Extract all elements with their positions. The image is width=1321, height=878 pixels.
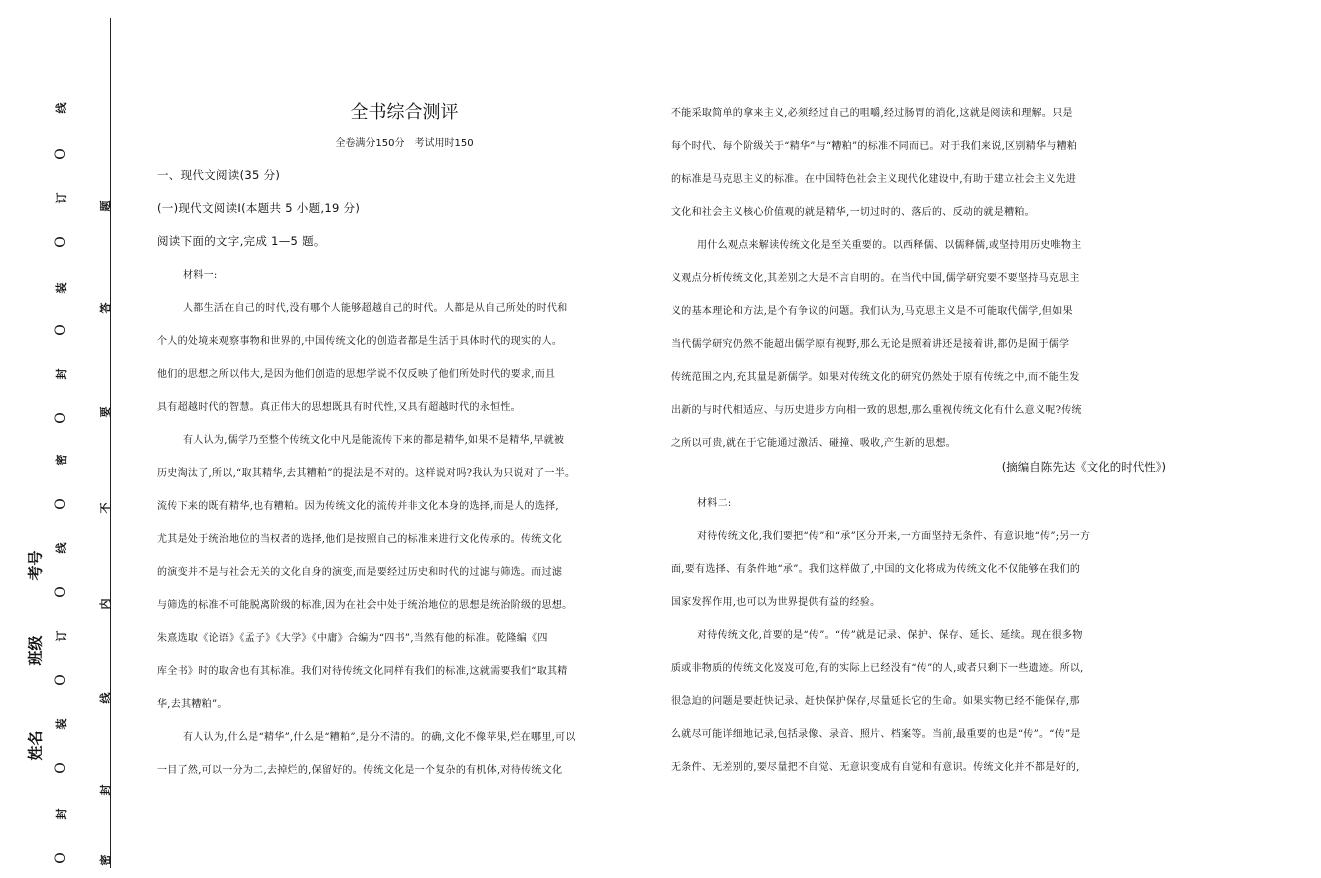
seal-mark: 线 xyxy=(55,102,68,114)
seal-mark: O xyxy=(53,674,69,686)
exam-field-label: 班级 xyxy=(26,635,45,666)
text-line: 无条件、无差别的,要尽量把不自觉、无意识变成有自觉和有意识。传统文化并不都是好的, xyxy=(671,762,1080,773)
text-line: 出新的与时代相适应、与历史进步方向相一致的思想,那么重视传统文化有什么意义呢?传统 xyxy=(671,405,1082,416)
seal-mark: 装 xyxy=(55,282,68,294)
text-line: 对待传统文化,首要的是“传”。“传”就是记录、保护、保存、延长、延续。现在很多物 xyxy=(697,630,1083,641)
text-line: (一)现代文阅读Ⅰ(本题共 5 小题,19 分) xyxy=(157,201,361,215)
text-line: 质或非物质的传统文化岌岌可危,有的实际上已经没有“传”的人,或者只剩下一些遗迹。所以, xyxy=(671,663,1084,674)
inner-seal-mark: 线 xyxy=(99,692,112,704)
source-attribution: (摘编自陈先达《文化的时代性》) xyxy=(1001,460,1166,474)
text-line: 之所以可贵,就在于它能通过激活、碰撞、吸收,产生新的思想。 xyxy=(671,438,957,449)
text-line: 面,要有选择、有条件地“承”。我们这样做了,中国的文化将成为传统文化不仅能够在我们的 xyxy=(671,564,1081,575)
text-line: 每个时代、每个阶级关于“精华”与“糟粕”的标准不同而已。对于我们来说,区别精华与糟粕 xyxy=(671,141,1078,152)
text-line: 有人认为,什么是“精华”,什么是“糟粕”,是分不清的。的确,文化不像苹果,烂在哪里,可以 xyxy=(183,732,576,743)
seal-mark: 密 xyxy=(55,454,68,466)
inner-seal-mark: 封 xyxy=(99,784,112,796)
text-line: 库全书》时的取舍也有其标准。我们对待传统文化同样有我们的标准,这就需要我们“取其精 xyxy=(157,666,568,677)
seal-mark: 订 xyxy=(55,630,68,642)
text-line: 阅读下面的文字,完成 1—5 题。 xyxy=(157,234,326,248)
inner-seal-mark: 不 xyxy=(99,502,112,514)
inner-seal-mark: 密 xyxy=(99,854,112,866)
text-line: 义的基本理论和方法,是个有争议的问题。我们认为,马克思主义是不可能取代儒学,但如果 xyxy=(671,306,1073,317)
text-line: 流传下来的既有精华,也有糟粕。因为传统文化的流传并非文化本身的选择,而是人的选择, xyxy=(157,501,559,512)
text-line: 对待传统文化,我们要把“传”和“承”区分开来,一方面坚持无条件、有意识地“传”;另一方 xyxy=(697,531,1091,542)
text-line: 义观点分析传统文化,其差别之大是不言自明的。在当代中国,儒学研究要不要坚持马克思主 xyxy=(671,273,1080,284)
text-line: 很急迫的问题是要赶快记录、赶快保护保存,尽量延长它的生命。如果实物已经不能保存,那 xyxy=(671,696,1080,707)
text-line: 朱熹选取《论语》《孟子》《大学》《中庸》合编为“四书”,当然有他的标准。乾隆编《四 xyxy=(157,633,548,644)
text-line: 一、现代文阅读(35 分) xyxy=(157,168,281,182)
text-line: 历史淘汰了,所以,“取其精华,去其糟粕”的提法是不对的。这样说对吗?我认为只说对了一半。 xyxy=(157,468,576,479)
page-subtitle: 全卷满分150分 考试用时150 xyxy=(335,138,474,149)
text-line: 不能采取简单的拿来主义,必须经过自己的咀嚼,经过肠胃的消化,这就是阅读和理解。只是 xyxy=(671,108,1073,119)
inner-seal-mark: 内 xyxy=(99,598,112,610)
seal-mark: O xyxy=(53,148,69,160)
text-line: 个人的处境来观察事物和世界的,中国传统文化的创造者都是生活于具体时代的现实的人。 xyxy=(157,336,563,347)
seal-mark: O xyxy=(53,852,69,864)
exam-field-label: 姓名 xyxy=(26,730,45,761)
seal-mark: O xyxy=(53,236,69,248)
exam-field-label: 考号 xyxy=(26,550,45,581)
seal-mark: 封 xyxy=(55,808,68,820)
text-line: 与筛选的标准不可能脱离阶级的标准,因为在社会中处于统治地位的思想是统治阶级的思想。 xyxy=(157,600,573,611)
text-line: 材料二: xyxy=(697,498,732,509)
text-line: 国家发挥作用,也可以为世界提供有益的经验。 xyxy=(671,597,881,608)
seal-mark: 装 xyxy=(55,718,68,730)
text-line: 有人认为,儒学乃至整个传统文化中凡是能流传下来的都是精华,如果不是精华,早就被 xyxy=(183,435,565,446)
binding-margin xyxy=(0,0,112,878)
page-title: 全书综合测评 xyxy=(350,102,459,123)
seal-mark: 封 xyxy=(55,368,68,380)
text-line: 当代儒学研究仍然不能超出儒学原有视野,那么无论是照着讲还是接着讲,都仍是囿于儒学 xyxy=(671,339,1070,350)
text-line: 具有超越时代的智慧。真正伟大的思想既具有时代性,又具有超越时代的永恒性。 xyxy=(157,402,521,413)
seal-mark: 订 xyxy=(55,192,68,204)
inner-seal-mark: 答 xyxy=(99,302,112,314)
seal-mark: O xyxy=(53,498,69,510)
inner-seal-mark: 要 xyxy=(99,406,112,418)
text-line: 传统范围之内,充其量是新儒学。如果对传统文化的研究仍然处于原有传统之中,而不能生发 xyxy=(671,372,1080,383)
seal-mark: O xyxy=(53,762,69,774)
text-line: 的标准是马克思主义的标准。在中国特色社会主义现代化建设中,有助于建立社会主义先进 xyxy=(671,174,1077,185)
text-line: 用什么观点来解读传统文化是至关重要的。以西释儒、以儒释儒,或坚持用历史唯物主 xyxy=(697,240,1082,251)
text-line: 他们的思想之所以伟大,是因为他们创造的思想学说不仅反映了他们所处时代的要求,而且 xyxy=(157,369,556,380)
text-line: 一目了然,可以一分为二,去掉烂的,保留好的。传统文化是一个复杂的有机体,对待传统文化 xyxy=(157,765,563,776)
text-line: 的演变并不是与社会无关的文化自身的演变,而是要经过历史和时代的过滤与筛选。而过滤 xyxy=(157,567,563,578)
inner-seal-mark: 题 xyxy=(99,200,112,212)
text-line: 尤其是处于统治地位的当权者的选择,他们是按照自己的标准来进行文化传承的。传统文化 xyxy=(157,534,563,545)
seal-mark: O xyxy=(53,586,69,598)
seal-mark: O xyxy=(53,412,69,424)
seal-mark: 线 xyxy=(55,542,68,554)
seal-mark: O xyxy=(53,324,69,336)
binding-line xyxy=(110,18,111,868)
text-line: 华,去其糟粕”。 xyxy=(157,699,228,710)
text-line: 么就尽可能详细地记录,包括录像、录音、照片、档案等。当前,最重要的也是“传”。“传”是 xyxy=(671,729,1081,740)
text-line: 人都生活在自己的时代,没有哪个人能够超越自己的时代。人都是从自己所处的时代和 xyxy=(183,303,568,314)
text-line: 文化和社会主义核心价值观的就是精华,一切过时的、落后的、反动的就是糟粕。 xyxy=(671,207,1035,218)
text-line: 材料一: xyxy=(183,270,218,281)
